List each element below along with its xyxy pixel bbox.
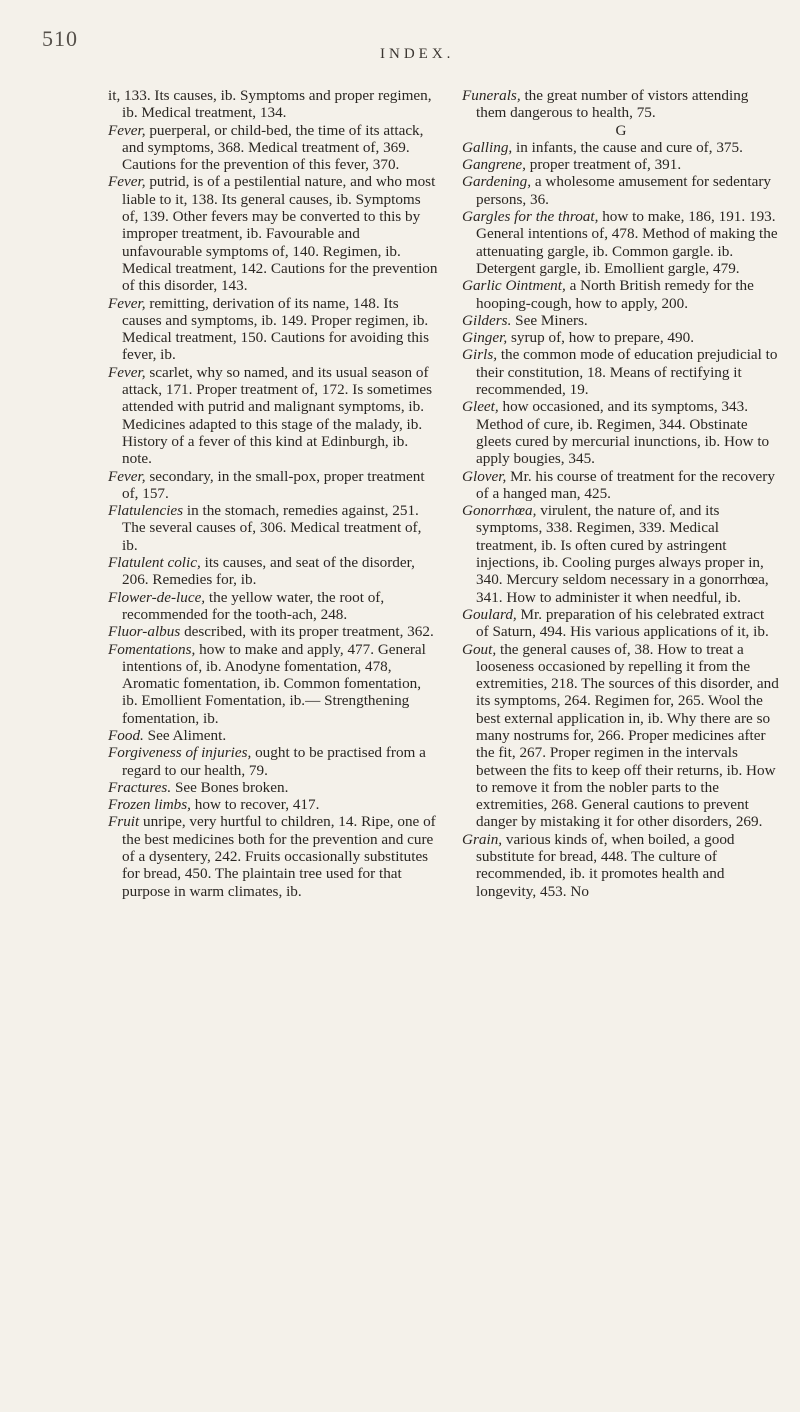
index-entry — [108, 87, 438, 122]
index-entry — [108, 744, 438, 779]
index-entry — [108, 727, 438, 744]
index-entry-text: in infants, the cause and cure of, 375. — [512, 138, 743, 156]
index-headword: Fever, — [108, 294, 146, 312]
index-entry-text: the yellow water, the root of, recommended for the tooth-ach, 248. — [122, 588, 385, 623]
index-entry — [462, 346, 780, 398]
index-headword: Fever, — [108, 173, 146, 191]
index-entry-text: proper treatment of, 391. — [525, 156, 682, 174]
index-headword: Flatulent colic, — [108, 554, 201, 572]
index-entry — [462, 329, 780, 346]
index-headword: Garlic Ointment, — [462, 277, 566, 295]
index-entry-text: puerperal, or child-bed, the time of its attack, and symptoms, 368. Medical treatment of, 369. Cautions for the prevention of this fever, 370. — [122, 121, 424, 174]
index-entry-text: unripe, very hurtful to children, 14. Ripe, one of the best medicines both for the prevention and cure of a dysentery, 242. Fruits occasionally substitutes for bread, 450. The plaintain tree used for that purpose in warm climates, ib. — [122, 813, 436, 900]
index-headword: Gangrene, — [462, 156, 526, 174]
index-entry-text: ought to be practised from a regard to our health, 79. — [122, 744, 426, 779]
index-column-right — [462, 87, 780, 900]
index-entry-text: See Aliment. — [143, 726, 227, 744]
page-number: 510 — [42, 26, 78, 51]
index-entry-text: described, with its proper treatment, 362. — [180, 623, 434, 641]
index-headword: Flatulencies — [108, 502, 184, 520]
index-entry-text: it, 133. Its causes, ib. Symptoms and proper regimen, ib. Medical treatment, 134. — [108, 87, 432, 122]
index-headword: Frozen limbs, — [108, 796, 191, 814]
index-entry-text: virulent, the nature of, and its symptoms, 338. Regimen, 339. Medical treatment, ib. Is often cured by astringent injections, ib. Cooling purges always proper in, 340. Mercury seldom necessary in a gonorrhœa, 341. How to administer it when needful, ib. — [476, 502, 769, 606]
index-headword: Fever, — [108, 363, 146, 381]
index-headword: Glover, — [462, 467, 507, 485]
index-entry-text: how occasioned, and its symptoms, 343. Method of cure, ib. Regimen, 344. Obstinate gleets cured by mercurial inunctions, ib. How to apply bougies, 345. — [476, 398, 770, 468]
index-headword: Gout, — [462, 640, 497, 658]
index-entry-text: how to recover, 417. — [190, 796, 320, 814]
index-entry — [462, 277, 780, 312]
index-column-left — [108, 87, 438, 900]
index-headword: Fruit — [108, 813, 140, 831]
index-entry — [108, 295, 438, 364]
index-entry — [108, 364, 438, 468]
index-entry-text: putrid, is of a pestilential nature, and who most liable to it, 138. Its general causes, ib. Symptoms of, 139. Other fevers may be converted to this by improper treatment, ib. Favourable and unfavourable symptoms of, 140. Regimen, ib. Medical treatment, 142. Cautions for the prevention of this disorder, 143. — [122, 173, 438, 295]
index-entry-text: See Miners. — [511, 311, 588, 329]
index-headword: Gardening, — [462, 173, 532, 191]
index-entry-text: the general causes of, 38. How to treat a looseness occasioned by repelling it from the extremities, 218. The sources of this disorder, and its symptoms, 264. Regimen for, 265. Wool the best external application in, ib. Why there are so many nostrums for, 266. Proper medicines after the fit, 267. Proper regimen in the intervals between the fits to keep off their returns, ib. How to remove it from the nobler parts to the extremities, 268. General cautions to prevent danger by mistaking it for other disorders, 269. — [476, 640, 779, 831]
index-headword: Fluor-albus — [108, 623, 181, 641]
index-entry — [462, 87, 780, 122]
index-entry-text: See Bones broken. — [171, 778, 289, 796]
index-entry-text: a North British remedy for the hooping-cough, how to apply, 200. — [476, 277, 754, 312]
index-entry — [108, 641, 438, 727]
index-entry-text: G — [615, 121, 627, 139]
index-entry — [462, 398, 780, 467]
index-headword: Gleet, — [462, 398, 499, 416]
section-letter — [462, 122, 780, 139]
index-entry-text: how to make and apply, 477. General intentions of, ib. Anodyne fomentation, 478, Aromatic fomentation, ib. Common fomentation, ib. Emollient Fomentation, ib.— Strengthening fomentation, ib. — [122, 640, 426, 727]
index-entry — [462, 208, 780, 277]
index-headword: Food. — [108, 726, 144, 744]
index-entry — [462, 831, 780, 900]
index-entry-text: secondary, in the small-pox, proper treatment of, 157. — [122, 467, 425, 502]
index-entry — [462, 139, 780, 156]
index-headword: Flower-de-luce, — [108, 588, 206, 606]
index-entry — [462, 502, 780, 606]
index-entry — [462, 468, 780, 503]
index-entry — [462, 606, 780, 641]
index-entry — [462, 156, 780, 173]
index-entry — [462, 641, 780, 831]
index-entry-text: various kinds of, when boiled, a good substitute for bread, 448. The culture of recommended, ib. it promotes health and longevity, 453. No — [476, 830, 735, 900]
index-headword: Goulard, — [462, 605, 517, 623]
index-entry — [108, 554, 438, 589]
index-entry — [108, 796, 438, 813]
index-headword: Gargles for the throat, — [462, 208, 599, 226]
index-headword: Forgiveness of injuries, — [108, 744, 252, 762]
index-entry-text: a wholesome amusement for sedentary persons, 36. — [476, 173, 772, 208]
index-headword: Fever, — [108, 121, 146, 139]
index-entry — [108, 623, 438, 640]
index-headword: Fomentations, — [108, 640, 196, 658]
index-headword: Girls, — [462, 346, 498, 364]
index-headword: Ginger, — [462, 329, 508, 347]
index-entry-text: Mr. preparation of his celebrated extract of Saturn, 494. His various applications of it, ib. — [476, 605, 769, 641]
index-entry-text: its causes, and seat of the disorder, 206. Remedies for, ib. — [122, 554, 415, 589]
index-headword: Galling, — [462, 138, 513, 156]
index-entry-text: syrup of, how to prepare, 490. — [507, 329, 694, 347]
index-entry-text: Mr. his course of treatment for the recovery of a hanged man, 425. — [476, 467, 775, 502]
index-entry — [108, 468, 438, 503]
index-entry — [108, 502, 438, 554]
index-headword: Fractures. — [108, 778, 172, 796]
index-entry-text: the common mode of education prejudicial to their constitution, 18. Means of rectifying it recommended, 19. — [476, 346, 778, 399]
index-entry-text: in the stomach, remedies against, 251. The several causes of, 306. Medical treatment of, ib. — [122, 502, 422, 554]
index-headword: Gilders. — [462, 311, 512, 329]
index-entry-text: the great number of vistors attending them dangerous to health, 75. — [476, 87, 749, 122]
index-headword: Fever, — [108, 467, 146, 485]
index-headword: Gonorrhœa, — [462, 502, 537, 520]
running-head: INDEX. — [380, 46, 455, 62]
index-entry — [462, 312, 780, 329]
index-entry — [462, 173, 780, 208]
index-entry — [108, 122, 438, 174]
index-entry — [108, 779, 438, 796]
index-entry-text: scarlet, why so named, and its usual season of attack, 171. Proper treatment of, 172. Is sometimes attended with putrid and malignant symptoms, ib. Medicines adapted to this stage of the malady, ib. History of a fever of this kind at Edinburgh, ib. note. — [122, 363, 433, 468]
index-entry-text: remitting, derivation of its name, 148. Its causes and symptoms, ib. 149. Proper regimen, ib. Medical treatment, 150. Cautions for avoiding this fever, ib. — [122, 294, 430, 364]
index-headword: Grain, — [462, 830, 503, 848]
index-entry — [108, 589, 438, 624]
index-entry — [108, 173, 438, 294]
index-headword: Funerals, — [462, 87, 521, 104]
index-entry — [108, 813, 438, 899]
index-entry-text: how to make, 186, 191. 193. General intentions of, 478. Method of making the attenuating gargle, ib. Common gargle. ib. Detergent gargle, ib. Emollient gargle, 479. — [476, 208, 778, 277]
